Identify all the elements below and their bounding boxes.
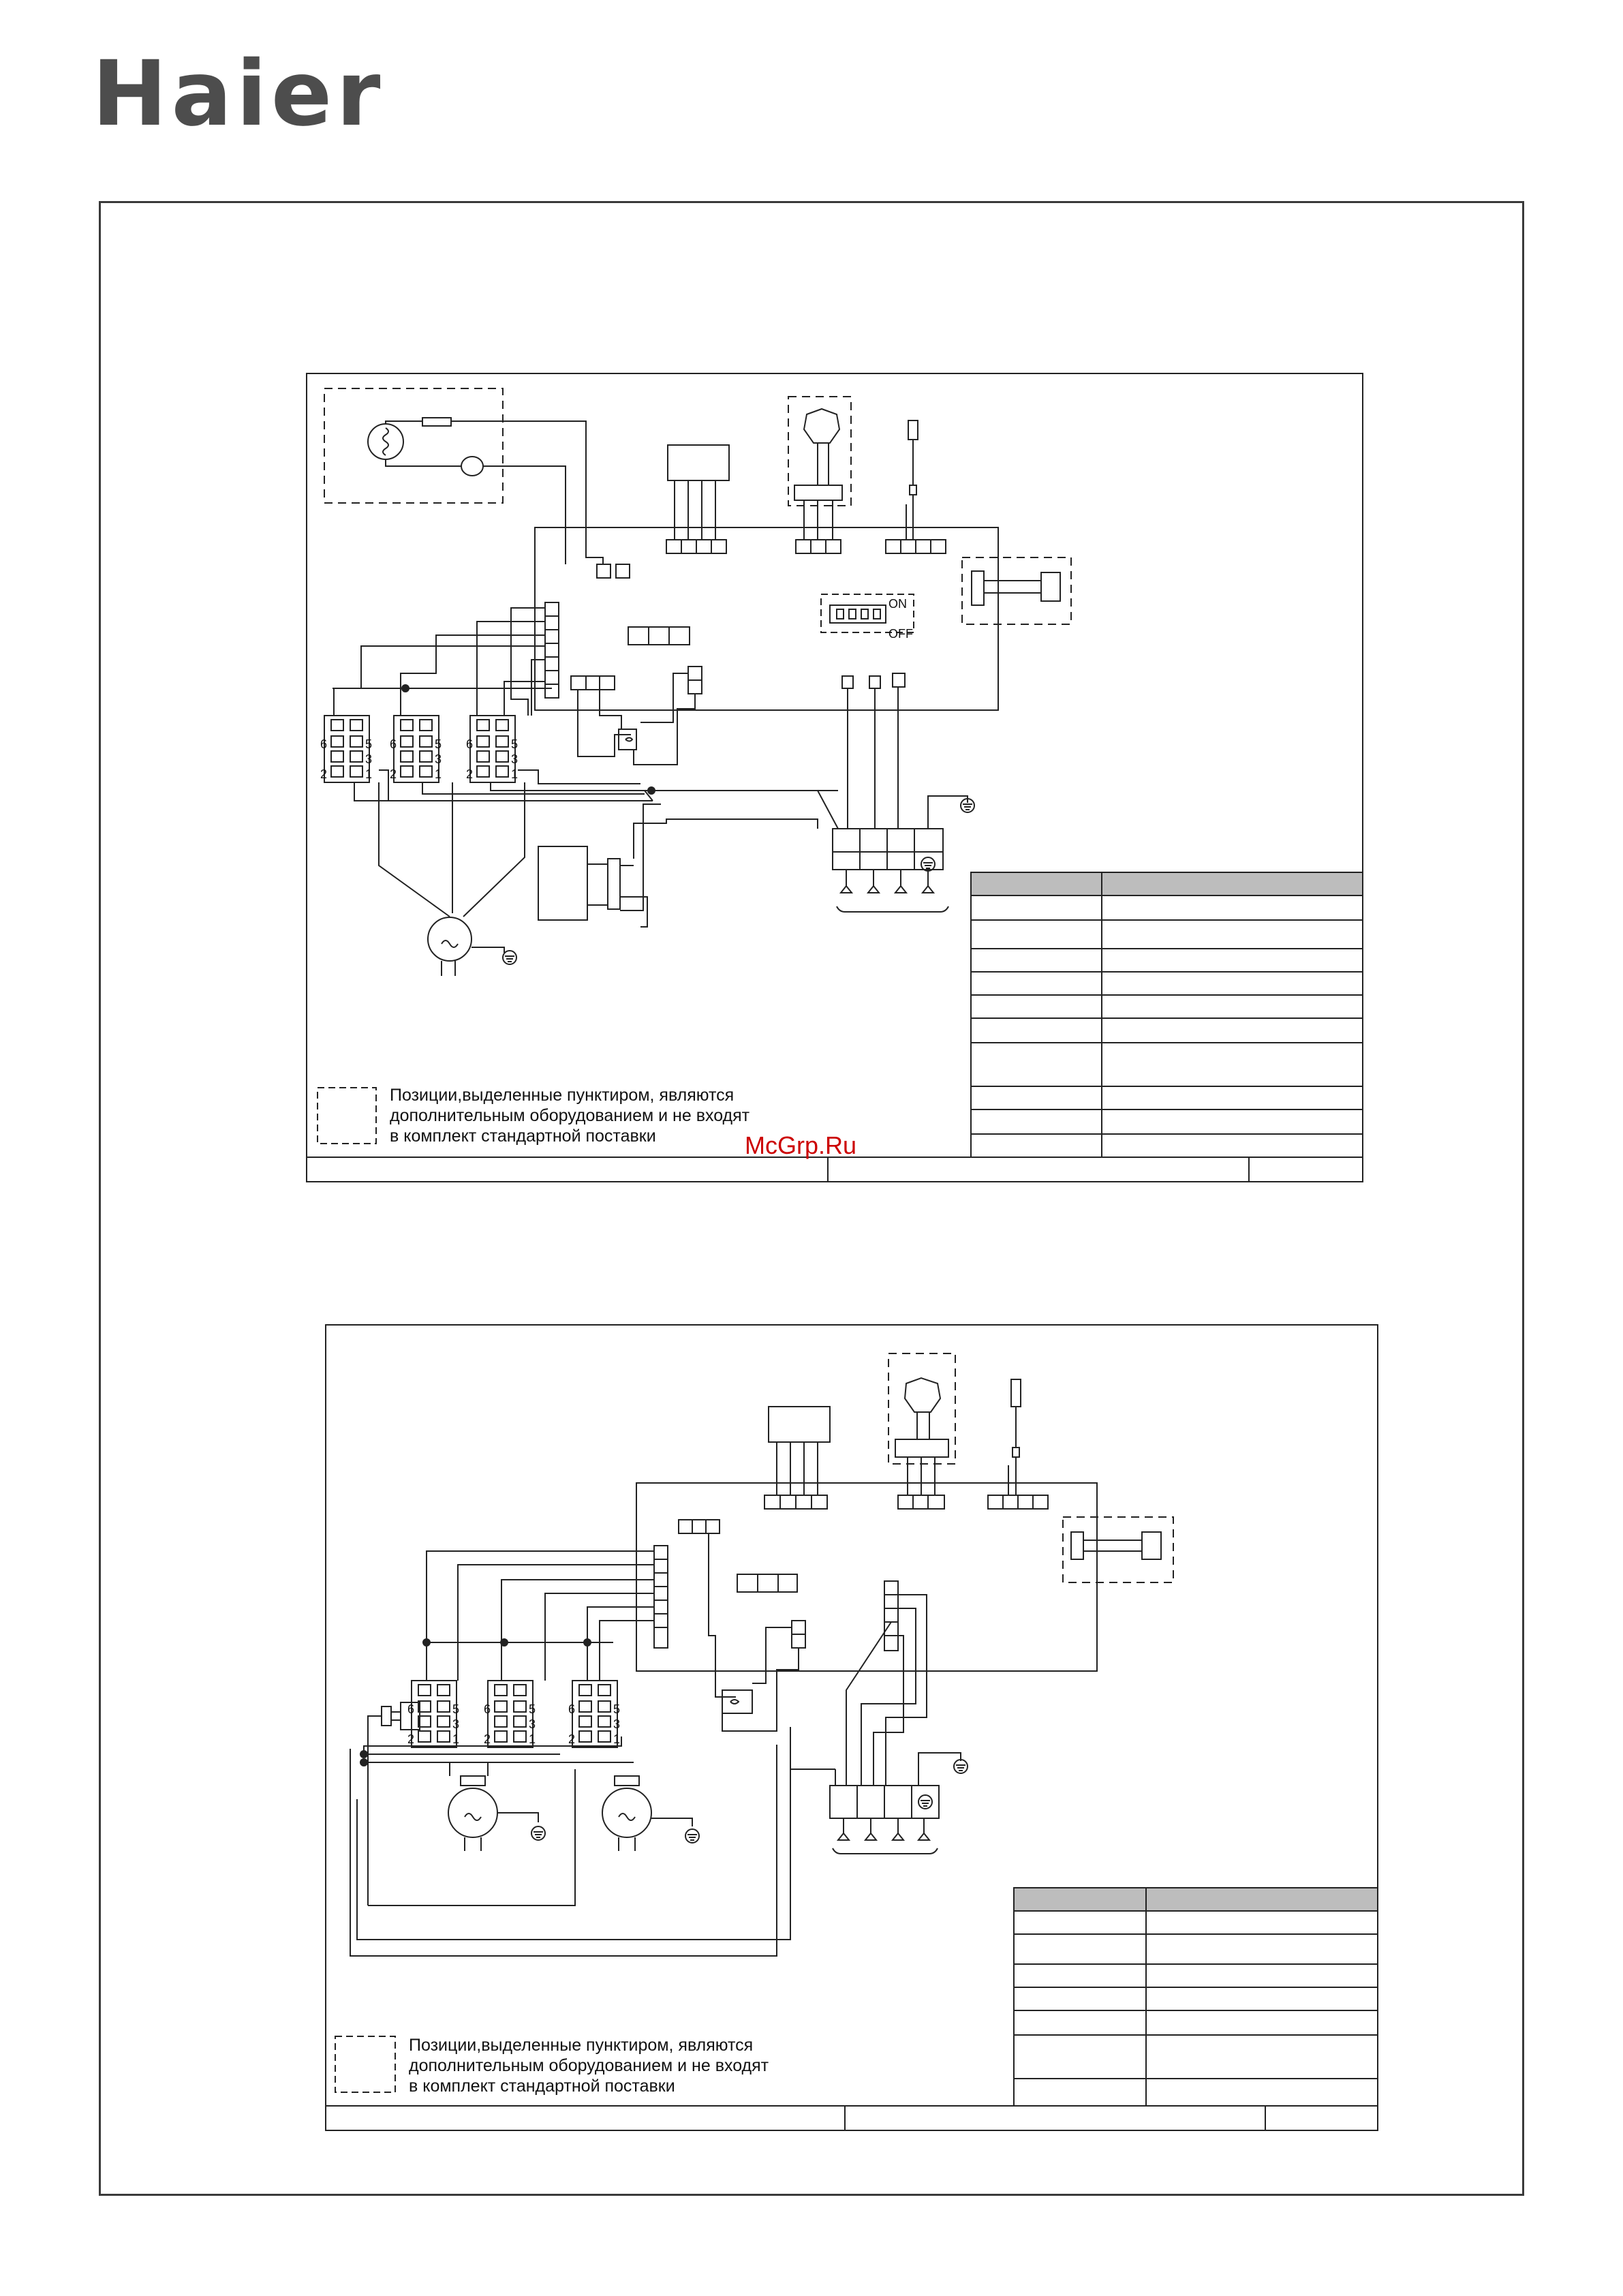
svg-text:6: 6 xyxy=(466,737,474,751)
svg-text:3: 3 xyxy=(613,1717,621,1731)
motor-icon xyxy=(448,1788,497,1837)
capacitor-1 xyxy=(538,846,587,920)
svg-text:3: 3 xyxy=(365,752,373,766)
svg-text:6: 6 xyxy=(407,1702,415,1716)
diagram-2 xyxy=(326,1325,1378,2130)
optional-note-2: Позиции,выделенные пунктиром, являются дополнительным оборудованием и не входят в комплект стандартной поставки xyxy=(409,2036,769,2096)
svg-text:5: 5 xyxy=(529,1702,536,1716)
svg-text:1: 1 xyxy=(613,1732,621,1746)
optional-note-1: Позиции,выделенные пунктиром, являются дополнительным оборудованием и не входят в комплект стандартной поставки xyxy=(390,1086,750,1146)
svg-text:1: 1 xyxy=(511,767,519,781)
svg-text:6: 6 xyxy=(484,1702,491,1716)
svg-text:5: 5 xyxy=(365,737,373,751)
legend-table-1 xyxy=(971,872,1363,1157)
watermark: McGrp.Ru xyxy=(745,1131,857,1159)
svg-text:5: 5 xyxy=(435,737,442,751)
svg-text:1: 1 xyxy=(529,1732,536,1746)
transformer-1 xyxy=(668,445,729,480)
svg-text:6: 6 xyxy=(390,737,397,751)
sensor-icon xyxy=(804,409,839,443)
optional-thermostat-area xyxy=(324,388,503,503)
svg-text:5: 5 xyxy=(613,1702,621,1716)
motor-icon xyxy=(428,917,472,961)
transformer-2 xyxy=(769,1407,830,1442)
haier-logo: Haier xyxy=(92,42,385,147)
svg-text:2: 2 xyxy=(466,767,474,781)
svg-text:3: 3 xyxy=(435,752,442,766)
svg-text:2: 2 xyxy=(320,767,328,781)
svg-text:2: 2 xyxy=(484,1732,491,1746)
svg-text:2: 2 xyxy=(390,767,397,781)
svg-text:5: 5 xyxy=(452,1702,460,1716)
diagram-2-border xyxy=(326,1325,1378,2130)
diagram-1-border xyxy=(307,373,1363,1182)
legend-table-2 xyxy=(1014,1888,1378,2106)
svg-text:1: 1 xyxy=(365,767,373,781)
svg-text:1: 1 xyxy=(435,767,442,781)
optional-sensor-area-2 xyxy=(888,1353,955,1464)
svg-text:3: 3 xyxy=(511,752,519,766)
optional-remote-area xyxy=(962,557,1071,624)
dip-on-label: ON xyxy=(888,597,907,611)
svg-text:1: 1 xyxy=(452,1732,460,1746)
motor-icon xyxy=(602,1788,651,1837)
diagram-1 xyxy=(307,373,1363,1182)
svg-text:2: 2 xyxy=(568,1732,576,1746)
optional-remote-area-2 xyxy=(1063,1517,1173,1582)
svg-text:3: 3 xyxy=(529,1717,536,1731)
svg-text:6: 6 xyxy=(320,737,328,751)
pcb-board-2 xyxy=(636,1483,1097,1671)
pcb-board-1 xyxy=(535,527,998,710)
svg-text:2: 2 xyxy=(407,1732,415,1746)
svg-text:5: 5 xyxy=(511,737,519,751)
svg-text:3: 3 xyxy=(452,1717,460,1731)
thermostat-icon xyxy=(368,418,483,476)
dip-off-label: OFF xyxy=(888,627,913,641)
svg-text:6: 6 xyxy=(568,1702,576,1716)
